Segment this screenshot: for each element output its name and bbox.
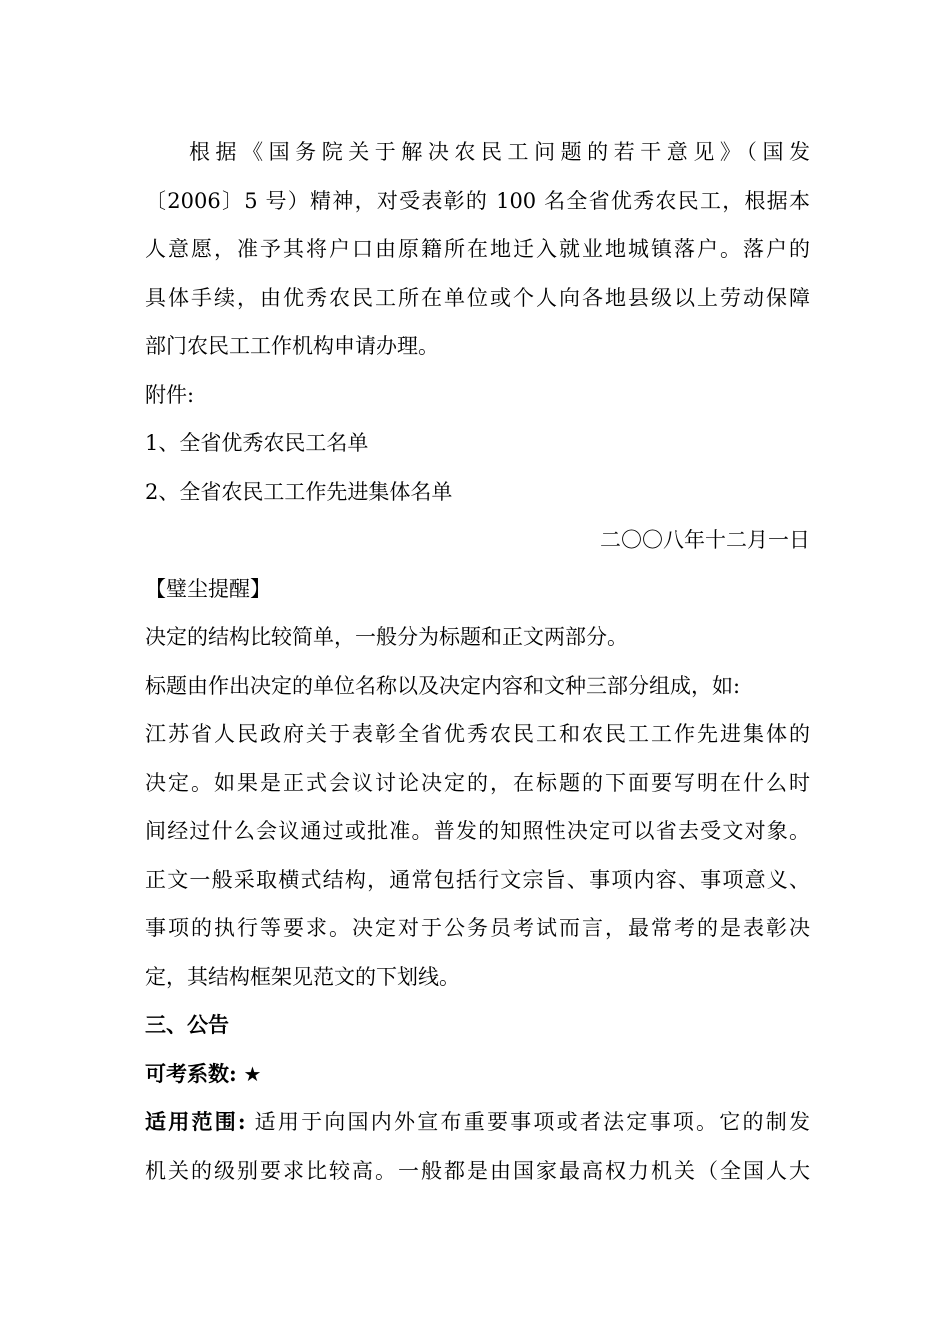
reminder-line-5: 间经过什么会议通过或批准。普发的知照性决定可以省去受文对象。 — [145, 819, 810, 843]
reminder-heading: 【璧尘提醒】 — [145, 576, 271, 601]
reminder-line-4: 决定。如果是正式会议讨论决定的，在标题的下面要写明在什么时 — [145, 770, 810, 795]
reminder-line-7: 事项的执行等要求。决定对于公务员考试而言，最常考的是表彰决 — [145, 916, 810, 940]
reminder-line-3: 江苏省人民政府关于表彰全省优秀农民工和农民工工作先进集体的 — [145, 722, 810, 746]
attachments-label: 附件: — [145, 382, 195, 407]
exam-coefficient — [145, 1050, 810, 1099]
scope-label: 适用范围: — [145, 1109, 246, 1134]
scope-line-2: 机关的级别要求比较高。一般都是由国家最高权力机关（全国人大 — [145, 1158, 810, 1183]
attachment-item-2: 2、全省农民工工作先进集体名单 — [145, 479, 453, 504]
scope-line-1 — [145, 1098, 810, 1147]
document-date: 二〇〇八年十二月一日 — [600, 528, 810, 552]
body-line-3: 人意愿，准予其将户口由原籍所在地迁入就业地城镇落户。落户的 — [145, 237, 810, 261]
coefficient-label: 可考系数: — [145, 1060, 237, 1086]
body-line-4: 具体手续，由优秀农民工所在单位或个人向各地县级以上劳动保障 — [145, 285, 810, 310]
scope-text: 适用于向国内外宣布重要事项或者法定事项。它的制发 — [254, 1110, 810, 1134]
document-page — [145, 128, 810, 1195]
star-icon: ★ — [243, 1061, 262, 1086]
reminder-line-6: 正文一般采取横式结构，通常包括行文宗旨、事项内容、事项意义、 — [145, 867, 810, 892]
attachment-item-1: 1、全省优秀农民工名单 — [145, 431, 369, 455]
body-line-5: 部门农民工工作机构申请办理。 — [145, 334, 439, 358]
body-line-2: 〔2006〕5 号）精神，对受表彰的 100 名全省优秀农民工，根据本 — [145, 188, 810, 213]
reminder-line-8: 定，其结构框架见范文的下划线。 — [145, 964, 460, 989]
section-heading: 三、公告 — [145, 1012, 229, 1037]
reminder-line-2: 标题由作出决定的单位名称以及决定内容和文种三部分组成，如: — [145, 673, 741, 698]
body-line-1: 根据《国务院关于解决农民工问题的若干意见》（国发 — [189, 140, 810, 164]
reminder-line-1: 决定的结构比较简单，一般分为标题和正文两部分。 — [145, 625, 628, 649]
